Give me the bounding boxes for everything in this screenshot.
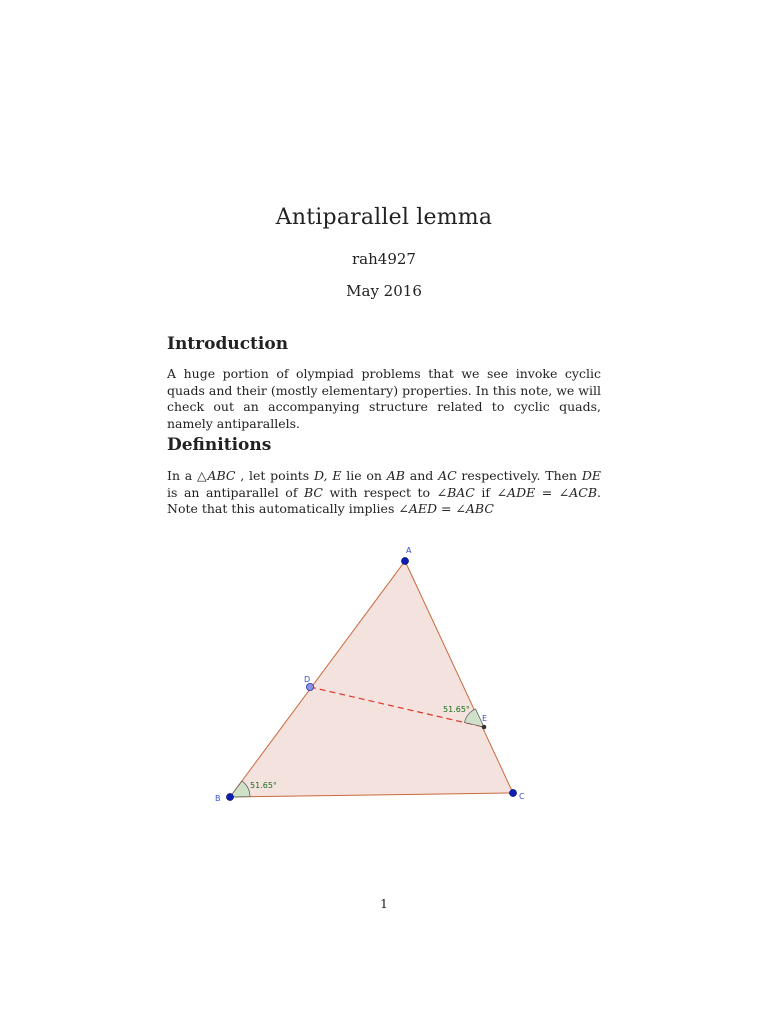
point-a (401, 557, 408, 564)
section-heading-definitions: Definitions (167, 435, 272, 455)
date: May 2016 (346, 282, 422, 300)
math-angle-bac: ∠BAC (436, 484, 475, 500)
definitions-paragraph: In a △ABC , let points D, E lie on AB and AC respectively. Then DE is an antiparallel of BC with respect to ∠BAC if ∠ADE = ∠ACB. Note that this automatically implies ∠AED = ∠ABC (167, 468, 602, 516)
point-b (226, 793, 233, 800)
section-heading-introduction: Introduction (167, 334, 289, 354)
author: rah4927 (352, 250, 416, 268)
introduction-paragraph: A huge portion of olympiad problems that we see invoke cyclic quads and their (mostly elementary) properties. In this note, we will check out an accompanying structure related to cyclic quads, namely antiparallels. (167, 366, 601, 431)
label-e: E (482, 714, 488, 723)
math-points-de: D, E (313, 468, 342, 483)
label-a: A (406, 546, 412, 555)
point-d (306, 683, 313, 690)
label-d: D (304, 675, 311, 684)
paper-title: Antiparallel lemma (275, 205, 493, 230)
label-c: C (519, 792, 525, 801)
page-number: 1 (380, 896, 388, 911)
angle-value-e: 51.65° (443, 705, 470, 714)
math-ab: AB (386, 468, 405, 483)
math-de: DE (581, 468, 602, 483)
label-b: B (215, 794, 221, 803)
math-triangle-abc: △ABC (197, 468, 236, 483)
triangle-abc (230, 561, 513, 797)
math-ac: AC (438, 468, 457, 483)
math-angle-equality-aed-abc: ∠AED = ∠ABC (398, 501, 494, 516)
math-angle-equality-ade-acb: ∠ADE = ∠ACB (496, 484, 598, 500)
point-e (482, 725, 487, 730)
math-bc: BC (303, 484, 323, 500)
point-c (509, 789, 516, 796)
angle-value-b: 51.65° (250, 781, 277, 790)
